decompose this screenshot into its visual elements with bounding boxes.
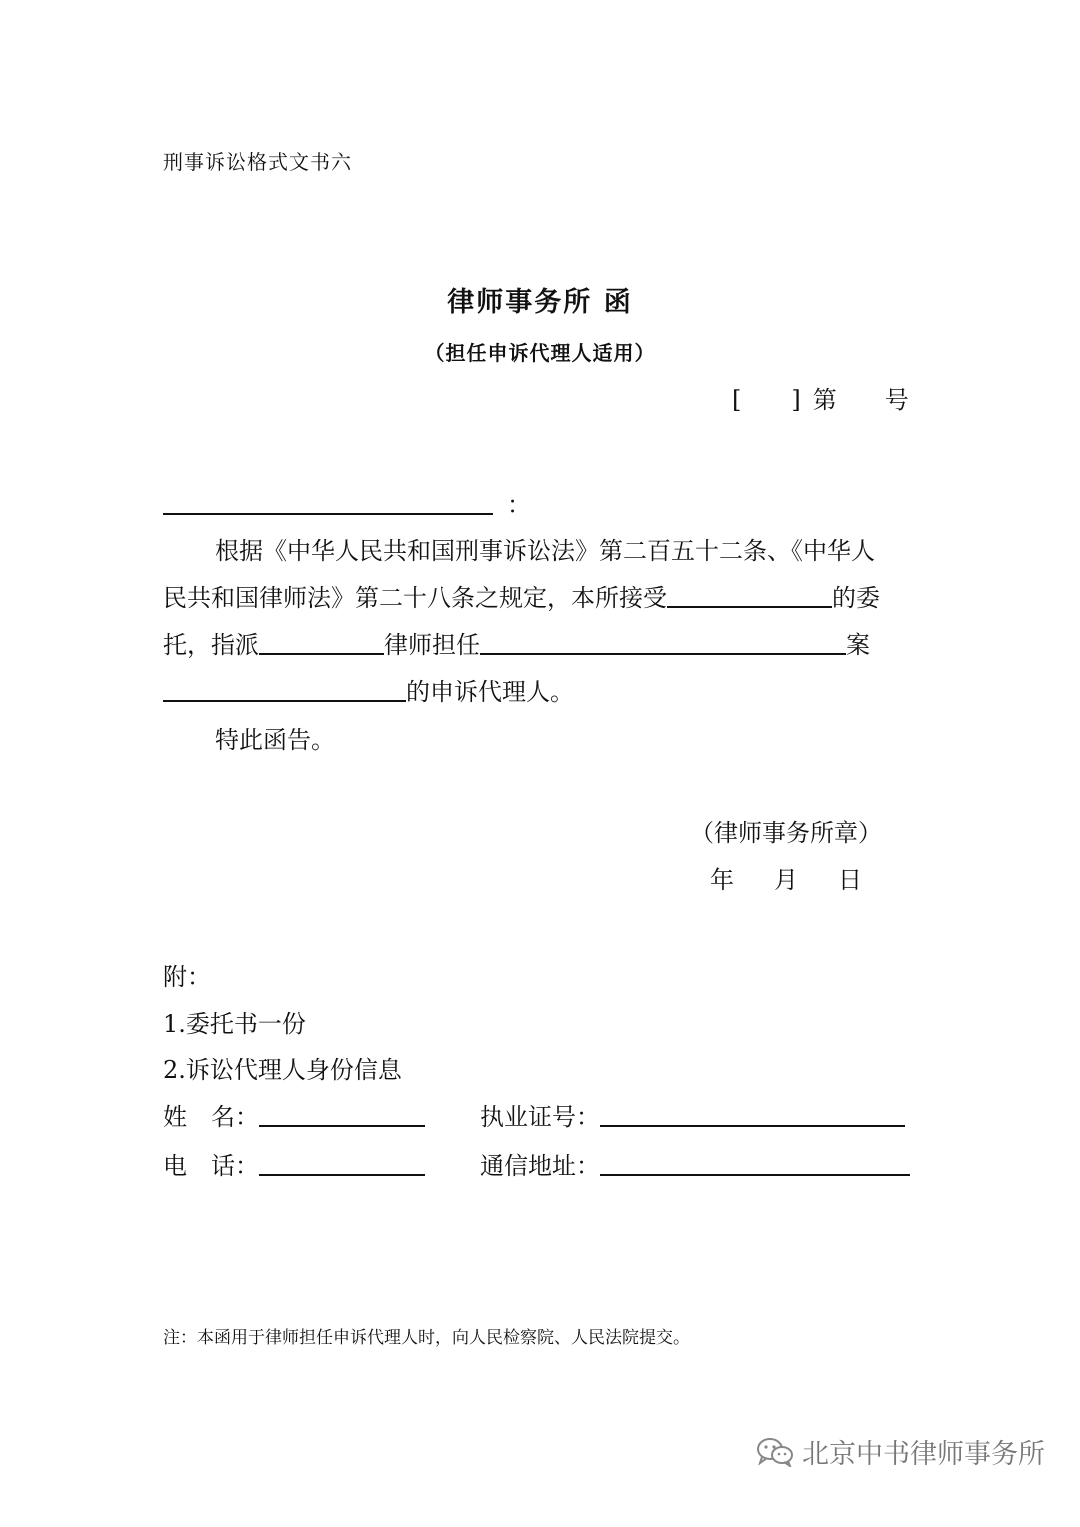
mailing-address-blank[interactable] <box>600 1150 910 1176</box>
body-line-3-text-b: 律师担任 <box>384 631 480 659</box>
date-month: 月 <box>774 866 798 894</box>
addressee-colon: ： <box>507 491 531 519</box>
addressee-line <box>163 485 531 520</box>
license-number-blank[interactable] <box>600 1101 905 1127</box>
license-number-label: 执业证号： <box>480 1103 600 1131</box>
law-firm-seal-label: （律师事务所章） <box>690 819 882 847</box>
license-row <box>480 1097 905 1132</box>
attachment-item-2: 2.诉讼代理人身份信息 <box>163 1056 402 1084</box>
body-line-3-text-a: 托，指派 <box>163 631 259 659</box>
watermark-text: 北京中书律师事务所 <box>802 1439 1045 1470</box>
lawyer-name-blank[interactable] <box>259 629 384 655</box>
document-category-label: 刑事诉讼格式文书六 <box>163 150 352 174</box>
doc-number-open-bracket: [ <box>732 386 742 414</box>
phone-label: 电 话： <box>163 1152 259 1180</box>
addressee-blank[interactable] <box>163 489 493 515</box>
attachments-label: 附： <box>163 963 211 991</box>
document-subtitle: （担任申诉代理人适用） <box>424 341 656 365</box>
closing-statement: 特此函告。 <box>215 726 335 754</box>
phone-row <box>163 1146 425 1181</box>
doc-number-hao: 号 <box>884 386 909 414</box>
body-line-3 <box>163 625 870 660</box>
client-blank[interactable] <box>667 582 832 608</box>
doc-number-close-bracket: ] <box>791 386 801 414</box>
phone-blank[interactable] <box>259 1150 425 1176</box>
case-name-blank[interactable] <box>480 629 846 655</box>
date-day: 日 <box>838 866 862 894</box>
name-label: 姓 名： <box>163 1103 259 1131</box>
watermark <box>756 1432 1045 1471</box>
footnote: 注：本函用于律师担任申诉代理人时，向人民检察院、人民法院提交。 <box>163 1328 690 1348</box>
party-name-blank[interactable] <box>163 676 406 702</box>
name-blank[interactable] <box>259 1101 425 1127</box>
doc-number-di: 第 <box>812 386 837 414</box>
date-year: 年 <box>710 866 734 894</box>
body-line-3-text-c: 案 <box>846 631 870 659</box>
body-line-4-text: 的申诉代理人。 <box>406 678 574 706</box>
document-number <box>732 380 909 415</box>
attachment-item-1: 1.委托书一份 <box>163 1010 306 1038</box>
wechat-icon <box>756 1437 794 1467</box>
document-title: 律师事务所 函 <box>447 287 633 318</box>
body-line-2-tail: 的委 <box>832 584 880 612</box>
mailing-address-label: 通信地址： <box>480 1152 600 1180</box>
body-line-2 <box>163 578 880 613</box>
body-line-4 <box>163 672 574 707</box>
address-row <box>480 1146 910 1181</box>
body-line-1: 根据《中华人民共和国刑事诉讼法》第二百五十二条、《中华人 <box>215 537 875 565</box>
body-line-2-text: 民共和国律师法》第二十八条之规定，本所接受 <box>163 584 667 612</box>
name-row <box>163 1097 425 1132</box>
